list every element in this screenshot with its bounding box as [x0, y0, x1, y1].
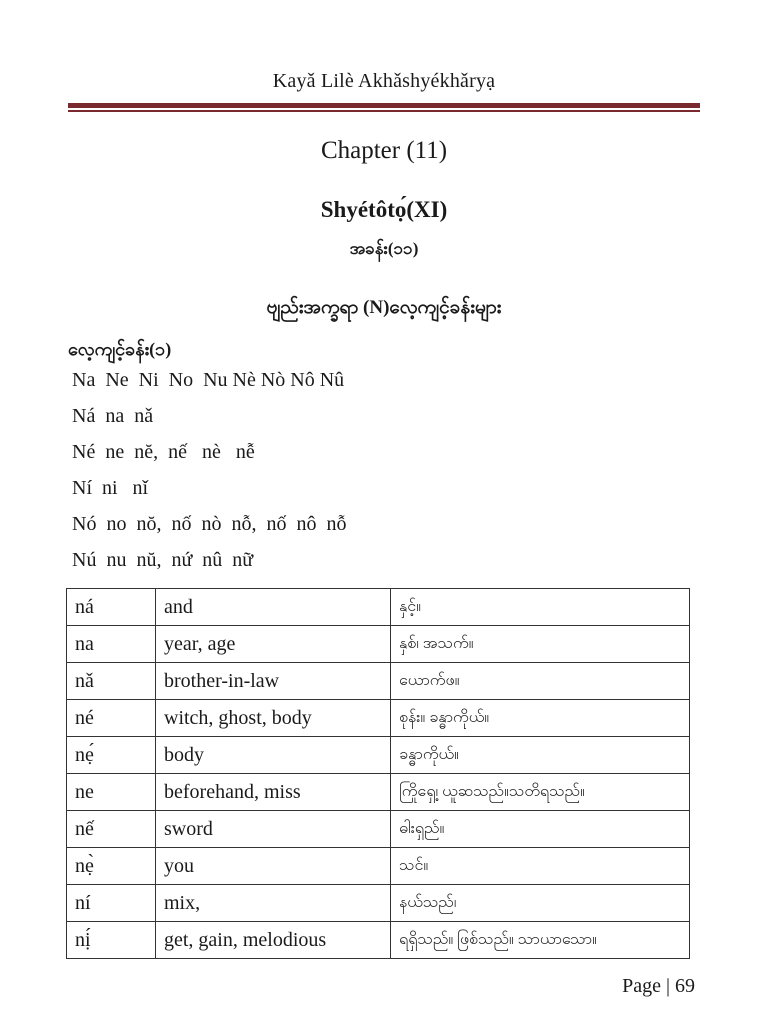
page-number: Page | 69 — [622, 975, 695, 997]
english-cell: mix, — [156, 885, 391, 922]
header-rule-thick — [68, 103, 700, 108]
table-row — [67, 589, 690, 626]
burmese-cell: ခန္ဓာကိုယ်။ — [391, 737, 690, 774]
header-rule-thin — [68, 110, 700, 112]
table-row — [67, 811, 690, 848]
english-cell: beforehand, miss — [156, 774, 391, 811]
burmese-cell: စုန်း။ ခန္ဓာကိုယ်။ — [391, 700, 690, 737]
english-cell: get, gain, melodious — [156, 922, 391, 959]
burmese-cell: နယ်သည်၊ — [391, 885, 690, 922]
english-cell: and — [156, 589, 391, 626]
english-cell: brother-in-law — [156, 663, 391, 700]
practice-line: Nú nu nŭ, nứ nû nữ — [72, 549, 254, 571]
table-row — [67, 774, 690, 811]
word-cell: nẹ́ — [67, 737, 156, 774]
chapter-subtitle: အခန်း(၁၁) — [349, 239, 419, 258]
table-row — [67, 700, 690, 737]
word-cell: ní — [67, 885, 156, 922]
english-cell: body — [156, 737, 391, 774]
english-cell: sword — [156, 811, 391, 848]
word-cell: né — [67, 700, 156, 737]
lesson-label: လေ့ကျင့်ခန်း(၁) — [68, 339, 172, 359]
word-cell: nẹ̀ — [67, 848, 156, 885]
english-cell: witch, ghost, body — [156, 700, 391, 737]
table-row — [67, 848, 690, 885]
chapter-title: Shyétôtọ́(XI) — [320, 197, 448, 222]
burmese-cell: ရရှိသည်။ ဖြစ်သည်။ သာယာသော။ — [391, 922, 690, 959]
table-row — [67, 626, 690, 663]
vocabulary-table — [66, 588, 690, 959]
burmese-cell: ဓါးရှည်။ — [391, 811, 690, 848]
practice-line: Nó no nŏ, nố nò nỗ, nố nô nỗ — [72, 513, 347, 535]
running-header: Kayǎ Lilè Akhǎshyékhǎryạ — [272, 70, 496, 92]
word-cell: ná — [67, 589, 156, 626]
burmese-cell: နှစ်၊ အသက်။ — [391, 626, 690, 663]
practice-line: Ná na nǎ — [72, 405, 154, 427]
word-cell: na — [67, 626, 156, 663]
table-row — [67, 663, 690, 700]
word-cell: nị́ — [67, 922, 156, 959]
chapter-label: Chapter (11) — [320, 137, 448, 164]
practice-line: Ní ni nǐ — [72, 477, 149, 499]
burmese-cell: သင်။ — [391, 848, 690, 885]
practice-line: Né ne nĕ, nế nè nễ — [72, 441, 255, 463]
burmese-cell: ကြိုရှေ့၊ ယူဆသည်။သတိရသည်။ — [391, 774, 690, 811]
word-cell: nế — [67, 811, 156, 848]
english-cell: you — [156, 848, 391, 885]
burmese-cell: နှင့်။ — [391, 589, 690, 626]
word-cell: nǎ — [67, 663, 156, 700]
table-row — [67, 885, 690, 922]
table-row — [67, 922, 690, 959]
burmese-cell: ယောက်ဖ။ — [391, 663, 690, 700]
english-cell: year, age — [156, 626, 391, 663]
table-row — [67, 737, 690, 774]
word-cell: ne — [67, 774, 156, 811]
practice-lines — [72, 366, 346, 582]
section-heading: ဗျည်းအက္ခရာ (N)လေ့ကျင့်ခန်းများ — [266, 297, 502, 318]
practice-line: Na Ne Ni No Nu Nè Nò Nô Nû — [72, 369, 345, 391]
